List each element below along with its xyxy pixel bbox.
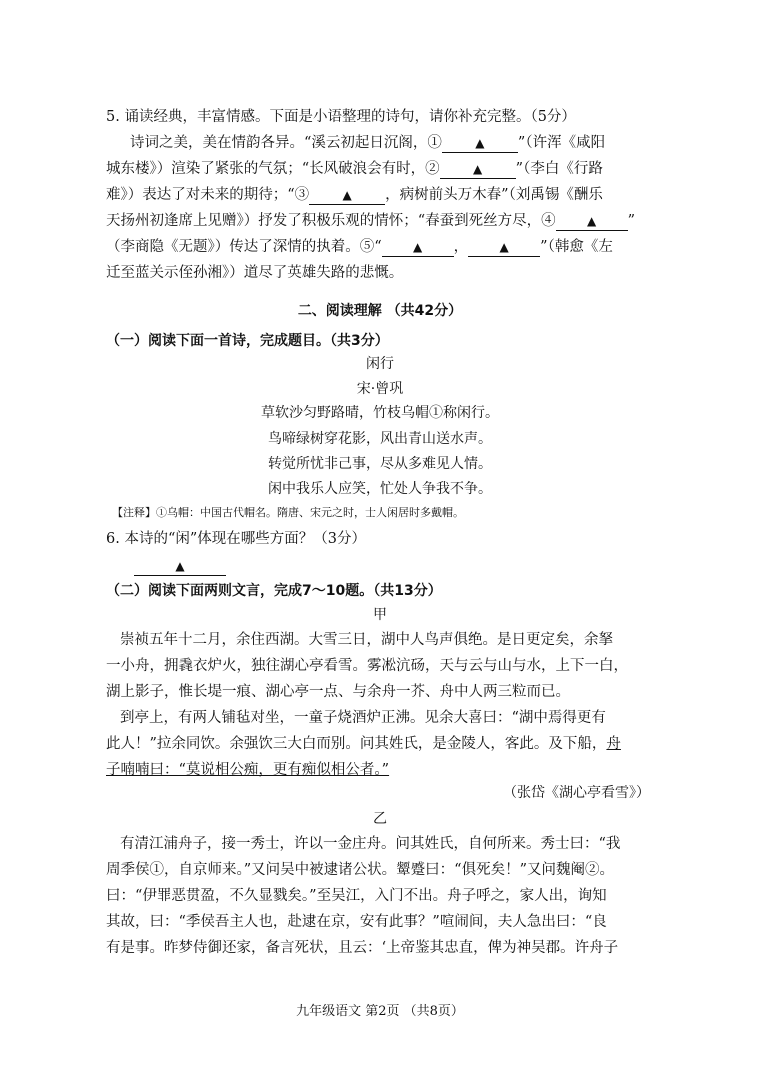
- yi-line-5: 有是事。昨梦侍御还家，备言死状，且云：‘上帝鉴其忠直，俾为神吴郡。许舟子: [106, 940, 619, 956]
- jia-line-6: 子喃喃曰：“莫说相公痴，更有痴似相公者。”: [106, 762, 390, 778]
- answer-blank-2[interactable]: ▲: [440, 160, 516, 179]
- jia-line-4: 到亭上，有两人铺毡对坐，一童子烧酒炉正沸。见余大喜曰：“湖中焉得更有: [120, 710, 606, 726]
- q5-title: 5. 诵读经典，丰富情感。下面是小语整理的诗句，请你补充完整。（5分）: [106, 109, 576, 125]
- poem-title: 闲行: [366, 356, 394, 372]
- page-footer: 九年级语文 第2页 （共8页）: [296, 1004, 464, 1019]
- q5-line-1: 诗词之美，美在情韵各异。“溪云初起日沉阁，① ▲ ”（许浑《咸阳: [130, 135, 606, 151]
- answer-blank-5a[interactable]: ▲: [382, 238, 454, 257]
- yi-line-2: 周季侯①，自京师来。”又问吴中被逮诸公状。颦蹙曰：“俱死矣！”又问魏阉②。: [106, 862, 614, 878]
- yi-line-1: 有清江浦舟子，接一秀士，许以一金庄舟。问其姓氏，自何所来。秀士曰：“我: [120, 836, 621, 852]
- jia-line-2: 一小舟，拥毳衣炉火，独往湖心亭看雪。雾凇沆砀，天与云与山与水，上下一白，: [106, 658, 628, 674]
- answer-blank-5b[interactable]: ▲: [468, 238, 540, 257]
- q5-line-5: （李商隐《无题》）传达了深情的执着。⑤“ ▲ ， ▲ ”（韩愈《左: [106, 239, 613, 255]
- q5-line-4: 天扬州初逢席上见赠》）抒发了积极乐观的情怀；“春蚕到死丝方尽，④ ▲ ”: [106, 213, 636, 229]
- passage-yi-label: 乙: [373, 811, 387, 827]
- part1-heading: （一）阅读下面一首诗，完成题目。（共3分）: [106, 333, 389, 349]
- poem-line-1: 草软沙匀野路晴，竹枝乌帽①称闲行。: [261, 405, 499, 421]
- yi-line-4: 其故，曰：“季侯吾主人也，赴逮在京，安有此事？”喧闹间，夫人急出曰：“良: [106, 914, 607, 930]
- section-heading: 二、阅读理解 （共42分）: [297, 303, 463, 319]
- q6-answer-blank[interactable]: ▲: [134, 556, 226, 576]
- answer-blank-4[interactable]: ▲: [556, 212, 628, 231]
- poem-author: 宋·曾巩: [356, 381, 404, 397]
- jia-line-3: 湖上影子，惟长堤一痕、湖心亭一点、与余舟一芥、舟中人两三粒而已。: [106, 684, 570, 700]
- q5-line-3: 难》）表达了对未来的期待；“③ ▲ ，病树前头万木春”（刘禹锡《酬乐: [106, 187, 603, 203]
- jia-source: （张岱《湖心亭看雪》）: [503, 785, 650, 801]
- answer-blank-3[interactable]: ▲: [309, 186, 385, 205]
- yi-line-3: 曰：“伊罪恶贯盈，不久显戮矣。”至吴江，入门不出。舟子呼之，家人出，询知: [106, 888, 607, 904]
- q5-line-6: 迁至蓝关示侄孙湘》）道尽了英雄失路的悲慨。: [106, 265, 404, 281]
- q5-line-2: 城东楼》）渲染了紧张的气氛；“长风破浪会有时，② ▲ ”（李白《行路: [106, 161, 603, 177]
- jia-line-1: 崇祯五年十二月，余住西湖。大雪三日，湖中人鸟声俱绝。是日更定矣，余拏: [120, 632, 613, 648]
- poem-line-2: 鸟啼绿树穿花影，风出青山送水声。: [268, 431, 492, 447]
- q6-question: 6. 本诗的“闲”体现在哪些方面？（3分）: [106, 531, 366, 547]
- answer-blank-1[interactable]: ▲: [442, 134, 518, 153]
- passage-jia-label: 甲: [373, 607, 387, 623]
- poem-line-3: 转觉所忧非己事，尽从多难见人情。: [268, 456, 492, 472]
- poem-line-4: 闲中我乐人应笑，忙处人争我不争。: [268, 481, 492, 497]
- jia-line-5: 此人！”拉余同饮。余强饮三大白而别。问其姓氏，是金陵人，客此。及下船，舟: [106, 736, 621, 752]
- poem-note: 【注释】①乌帽：中国古代帽名。隋唐、宋元之时，士人闲居时多戴帽。: [112, 506, 464, 519]
- part2-heading: （二）阅读下面两则文言，完成7～10题。（共13分）: [106, 583, 442, 599]
